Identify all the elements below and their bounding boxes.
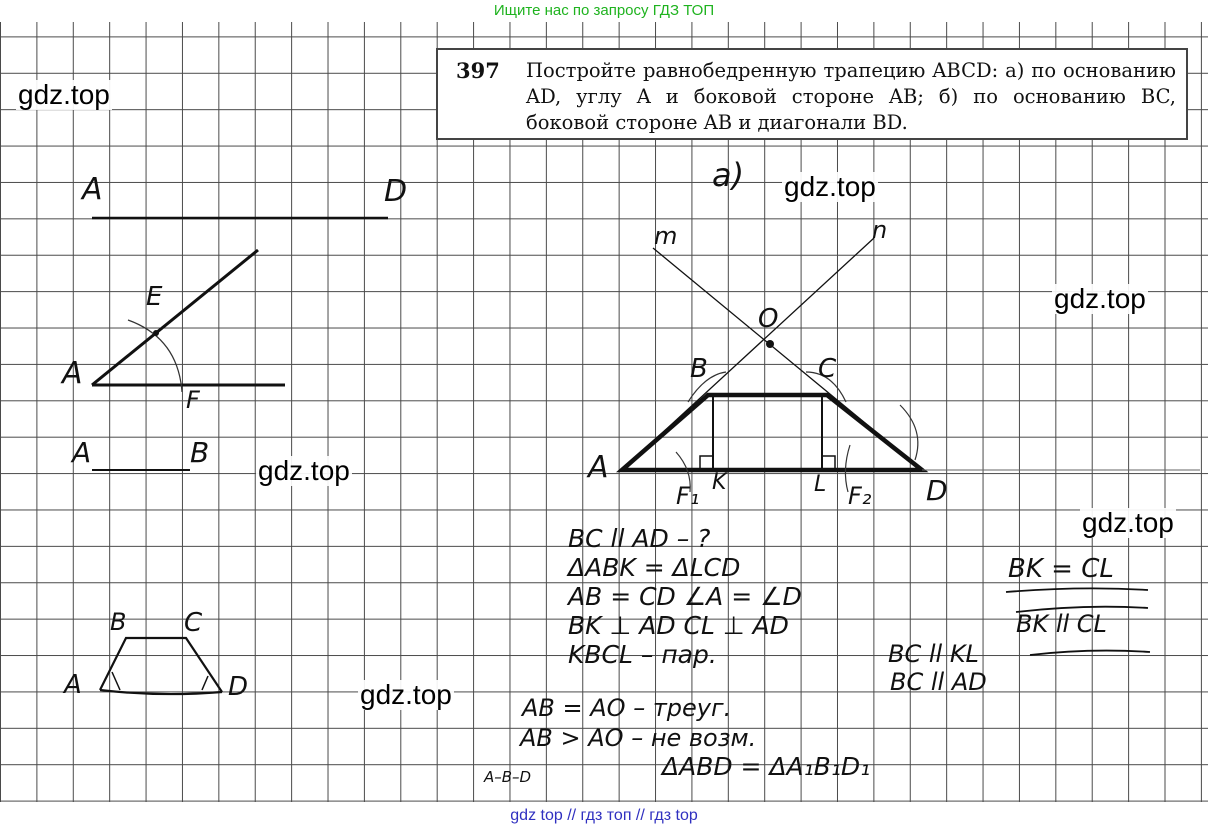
label-b-ab: B	[190, 436, 210, 469]
problem-number: 397	[456, 58, 500, 83]
note-line: ΔABK = ΔLCD	[568, 553, 741, 582]
ray-ae	[92, 250, 258, 385]
site-watermark: gdz.top	[1054, 283, 1146, 314]
label-d: D	[926, 474, 948, 507]
small-label-a: A	[64, 670, 82, 700]
site-watermark: gdz.top	[360, 679, 452, 710]
label-f1: F₁	[676, 482, 700, 510]
note-bk-cl: BK = CL	[1008, 554, 1114, 584]
label-c: C	[818, 354, 837, 384]
note-bc-ll-ad: BC ll AD	[890, 668, 987, 696]
label-a: A	[588, 450, 609, 485]
site-watermark: gdz.top	[1082, 507, 1174, 538]
underline-bk-cl	[1006, 588, 1148, 592]
note-line: AB = CD ∠A = ∠D	[568, 582, 802, 611]
label-f: F	[186, 386, 200, 414]
small-label-d: D	[228, 672, 249, 702]
small-label-c: C	[184, 608, 203, 638]
part-a-label: а)	[712, 156, 745, 194]
note-bc-ll-kl: BC ll KL	[888, 640, 979, 668]
note-ab-gt-ao: AB > AO – не возм.	[520, 724, 757, 752]
small-label-b: B	[110, 608, 127, 636]
trapezoid-abcd	[622, 395, 922, 470]
problem-text: Постройте равнобедренную трапецию ABCD: а) по основанию AD, углу A и боковой стороне AB; б) по основанию BC, боковой стороне AB и диагонали BD.	[526, 59, 1176, 134]
footer-links[interactable]: gdz top // гдз топ // гдз top	[0, 802, 1208, 830]
point-e	[153, 330, 159, 336]
small-trapezoid-sides	[100, 638, 222, 692]
underline-3	[1030, 651, 1150, 655]
site-watermark: gdz.top	[784, 171, 876, 202]
search-hint: Ищите нас по запросу ГДЗ ТОП	[0, 0, 1208, 22]
small-angle-mark-a	[112, 672, 120, 690]
label-m: m	[654, 222, 678, 250]
small-trapezoid-base	[100, 690, 222, 694]
note-bk-ll-cl: BK ll CL	[1016, 610, 1107, 638]
note-line: KBCL – пар.	[568, 640, 717, 669]
label-k: K	[712, 470, 727, 495]
label-a-angle: A	[62, 356, 83, 391]
site-watermark: gdz.top	[258, 455, 350, 486]
label-a-segment: A	[82, 172, 103, 207]
label-e: E	[146, 282, 163, 312]
tiny-sketch: A–B–D	[484, 768, 532, 786]
label-a-ab: A	[72, 436, 92, 469]
label-n: n	[872, 216, 888, 244]
note-triangle-eq: ΔABD = ΔA₁B₁D₁	[662, 752, 871, 781]
point-o	[766, 340, 774, 348]
label-o: O	[758, 304, 779, 334]
note-line: BK ⊥ AD CL ⊥ AD	[568, 611, 789, 640]
note-line: BC ll AD – ?	[568, 524, 711, 553]
small-angle-mark-d	[202, 676, 208, 690]
notes-center	[568, 524, 802, 669]
label-l: L	[814, 472, 827, 497]
arc-d	[900, 405, 918, 460]
label-f2: F₂	[848, 482, 872, 510]
label-d-segment: D	[384, 174, 408, 209]
label-b: B	[690, 354, 708, 384]
site-watermark: gdz.top	[18, 79, 110, 110]
note-ab-ao: AB = AO – треуг.	[522, 694, 732, 722]
